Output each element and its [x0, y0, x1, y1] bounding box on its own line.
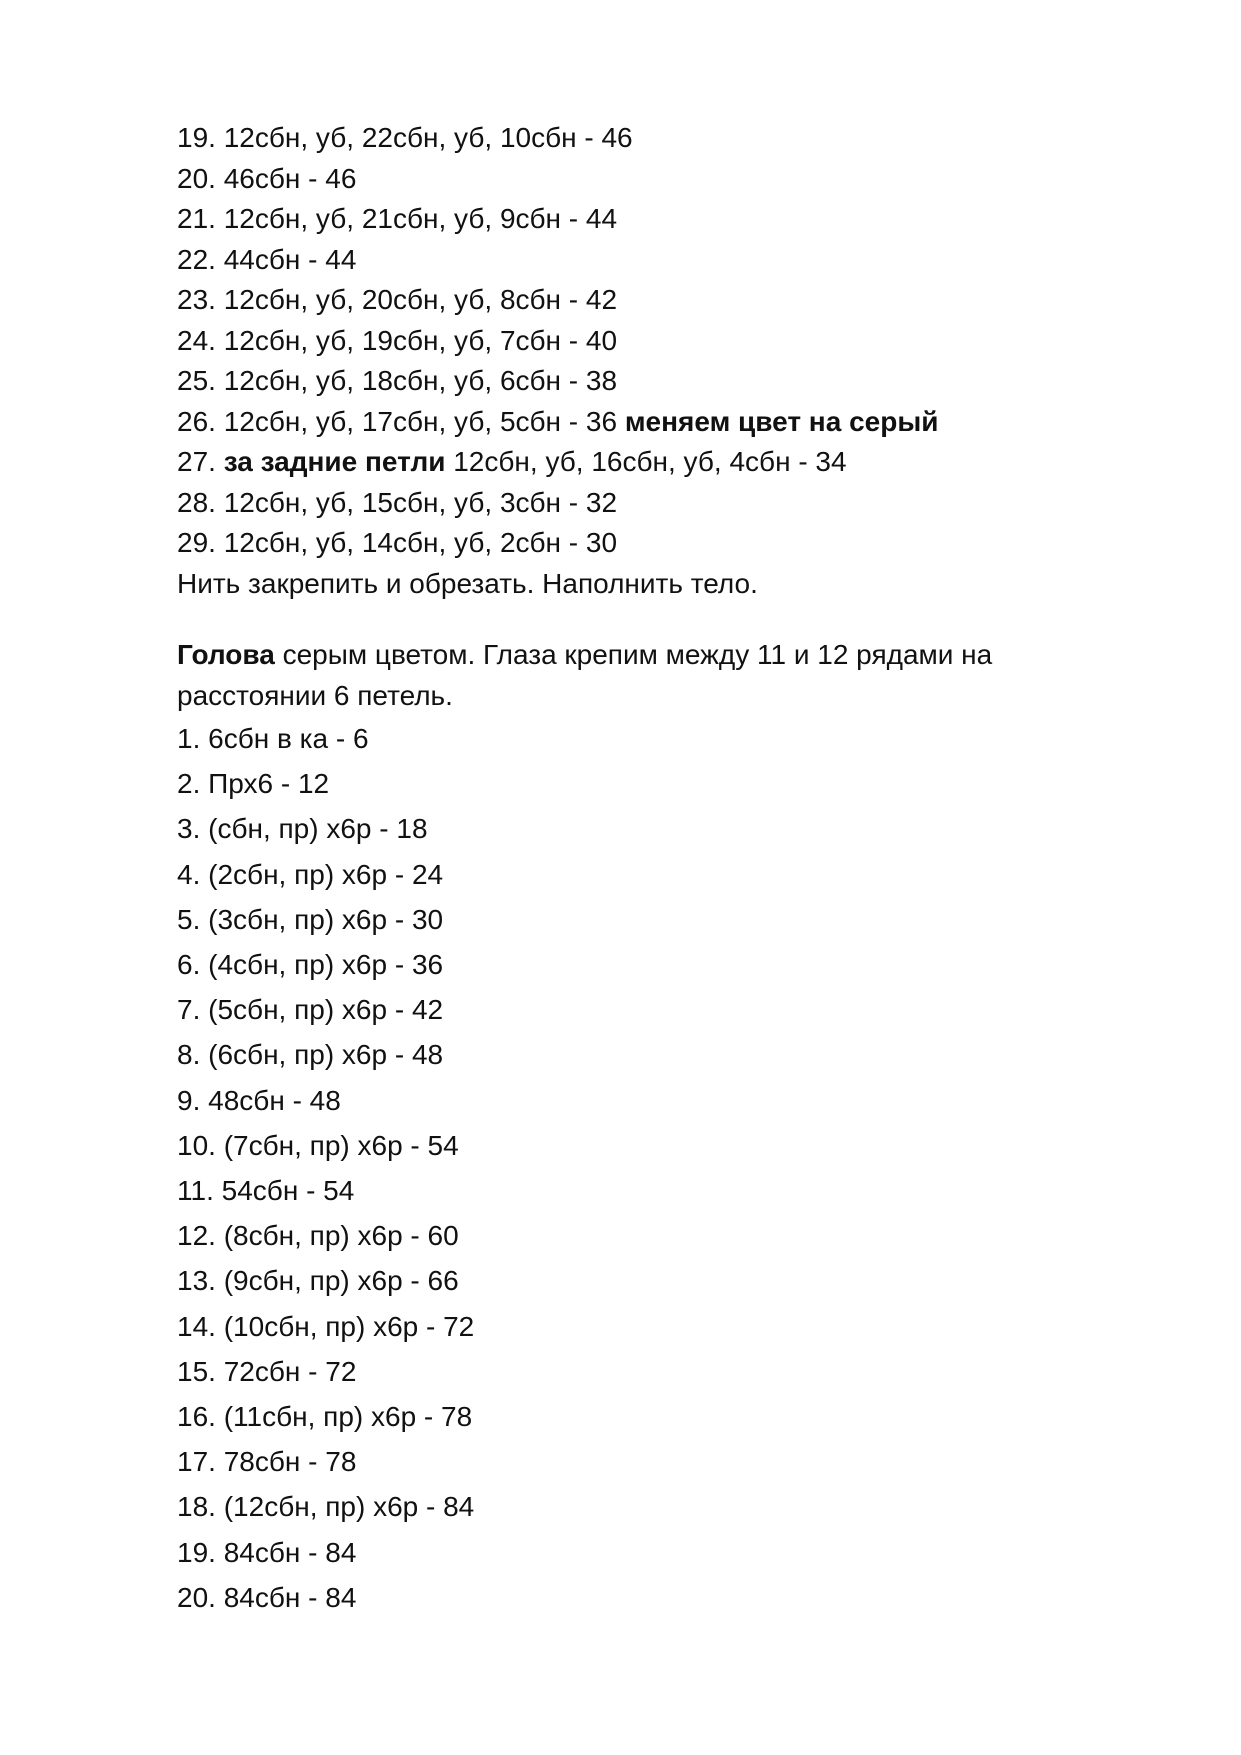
list-item: 6. (4сбн, пр) х6р - 36	[177, 949, 444, 981]
list-item: 15. 72сбн - 72	[177, 1355, 357, 1387]
list-item: 13. (9сбн, пр) х6р - 66	[177, 1265, 459, 1297]
list-item: 25. 12сбн, уб, 18сбн, уб, 6сбн - 38	[177, 365, 618, 396]
head-section-intro: Голова серым цветом. Глаза крепим между 11 и 12 рядами на расстоянии 6 петель.	[177, 639, 993, 711]
list-item: 12. (8сбн, пр) х6р - 60	[177, 1220, 459, 1252]
list-item: 28. 12сбн, уб, 15сбн, уб, 3сбн - 32	[177, 486, 618, 518]
list-item: 17. 78сбн - 78	[177, 1446, 357, 1478]
list-item: 16. (11сбн, пр) х6р - 78	[177, 1401, 473, 1433]
list-item: 10. (7сбн, пр) х6р - 54	[177, 1129, 459, 1161]
list-item: 18. (12сбн, пр) х6р - 84	[177, 1491, 475, 1523]
list-item: 20. 46сбн - 46	[177, 162, 357, 194]
body-rows	[177, 118, 1177, 604]
list-item: 21. 12сбн, уб, 21сбн, уб, 9сбн - 44	[177, 203, 618, 234]
list-item: 2. Прх6 - 12	[177, 768, 330, 800]
list-item: 4. (2сбн, пр) х6р - 24	[177, 858, 444, 890]
list-item: 27. за задние петли 12сбн, уб, 16сбн, уб, 4сбн - 34	[177, 446, 847, 477]
list-item: 1. 6сбн в ка - 6	[177, 723, 369, 754]
list-item: 24. 12сбн, уб, 19сбн, уб, 7сбн - 40	[177, 324, 618, 356]
list-item: 11. 54сбн - 54	[177, 1175, 355, 1207]
color-change-note: меняем цвет на серый	[624, 405, 939, 437]
list-item: 29. 12сбн, уб, 14сбн, уб, 2сбн - 30	[177, 527, 618, 558]
list-item: 23. 12сбн, уб, 20сбн, уб, 8сбн - 42	[177, 284, 618, 315]
list-item: 22. 44сбн - 44	[177, 243, 357, 275]
list-item: 19. 84сбн - 84	[177, 1536, 357, 1568]
section-gap	[177, 604, 1177, 634]
document-page	[177, 118, 1177, 1620]
head-rows	[177, 716, 1177, 1620]
list-item: 14. (10сбн, пр) х6р - 72	[177, 1310, 475, 1342]
list-item: 7. (5сбн, пр) х6р - 42	[177, 994, 444, 1026]
body-note: Нить закрепить и обрезать. Наполнить тело.	[177, 567, 758, 599]
list-item: 8. (6сбн, пр) х6р - 48	[177, 1039, 444, 1071]
list-item: 19. 12сбн, уб, 22сбн, уб, 10сбн - 46	[177, 122, 633, 153]
list-item: 3. (сбн, пр) х6р - 18	[177, 813, 428, 845]
list-item: 9. 48сбн - 48	[177, 1084, 341, 1116]
head-title: Голова	[177, 639, 275, 670]
list-item: 20. 84сбн - 84	[177, 1581, 357, 1613]
list-item: 26. 12сбн, уб, 17сбн, уб, 5сбн - 36 меняем цвет на серый	[177, 405, 939, 437]
back-loops-note: за задние петли	[223, 446, 446, 477]
list-item: 5. (3сбн, пр) х6р - 30	[177, 903, 444, 935]
